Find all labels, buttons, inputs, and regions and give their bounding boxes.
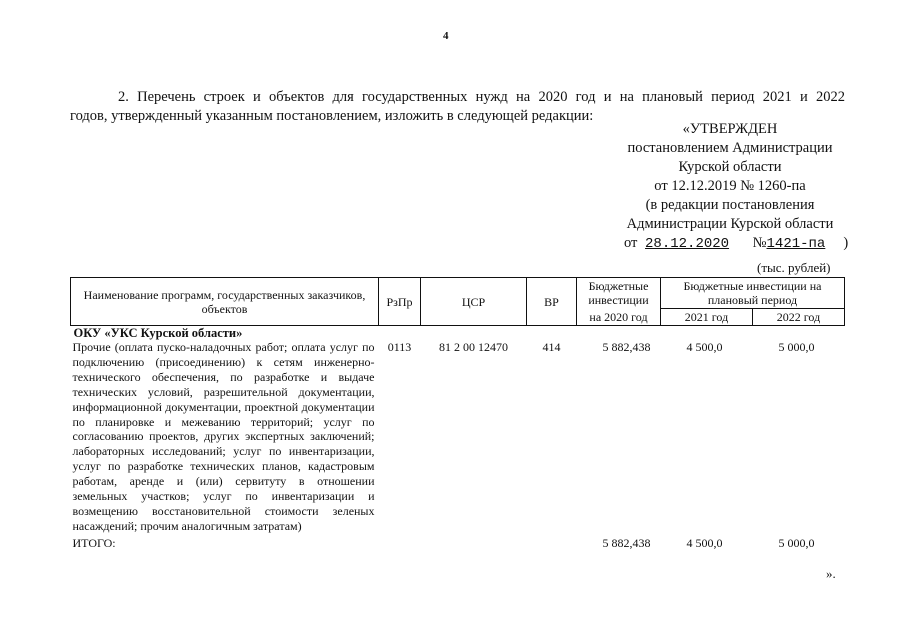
approval-date-line <box>600 234 860 254</box>
approval-line-5: (в редакции постановления <box>645 197 815 213</box>
header-year-2022: 2022 год <box>753 309 845 326</box>
approval-date: 28.12.2020 <box>645 236 730 252</box>
approval-line-2: постановлением Администрации <box>627 140 833 156</box>
approval-from-label: от <box>624 235 638 251</box>
page-number: 4 <box>443 30 449 42</box>
intro-line-1: 2. Перечень строек и объектов для государственных нужд на 2020 год и на плановый период 2021 и 2022 <box>118 89 845 105</box>
row-2020: 5 882,438 <box>602 340 651 354</box>
header-rzpr: РзПр <box>379 278 421 326</box>
total-2020: 5 882,438 <box>602 535 651 550</box>
row-2021: 4 500,0 <box>686 340 723 354</box>
header-planned: Бюджетные инвестиции на плановый период <box>661 278 845 309</box>
header-investments: Бюджетные инвестиции <box>577 278 661 309</box>
row-rzpr: 0113 <box>387 340 412 354</box>
row-2022: 5 000,0 <box>778 340 815 354</box>
organization-name: ОКУ «УКС Курской области» <box>73 326 243 340</box>
row-csr: 81 2 00 12470 <box>439 340 508 354</box>
header-csr: ЦСР <box>421 278 527 326</box>
approval-number-sign: № <box>752 235 767 251</box>
row-description: Прочие (оплата пуско-наладочных работ; оплата услуг по подключению (присоединению) к сетям инженерно-технического обеспечения, по разработке и выдаче технических условий, разрешительной документации, информационной документации, проектной документации по планировке и межеванию территорий; услуг по согласованию проектов, других экспертных заключений; лабораторных исследований; услуг по инвентаризации, услуг по разработке технических планов, кадастровым работам, аренде и (или) сервитуту в отношении земельных участков; услуг по инвентаризации и возмещению восстановительной стоимости зеленых насаждений; прочим аналогичным затратам) <box>72 340 375 533</box>
row-vr: 414 <box>542 340 561 354</box>
approval-block <box>600 120 860 254</box>
total-label: ИТОГО: <box>72 535 116 550</box>
intro-line-2: годов, утвержденный указанным постановлением, изложить в следующей редакции: <box>70 108 594 124</box>
total-2022: 5 000,0 <box>778 535 815 550</box>
approval-close-paren: ) <box>843 235 849 251</box>
approval-line-1: «УТВЕРЖДЕН <box>682 121 778 137</box>
units-label: (тыс. рублей) <box>757 260 831 275</box>
investment-table <box>70 277 845 551</box>
approval-line-4: от 12.12.2019 № 1260-па <box>654 178 806 194</box>
approval-line-6: Администрации Курской области <box>626 216 834 232</box>
table-row <box>71 340 845 534</box>
closing-quote: ». <box>826 566 836 581</box>
header-vr: ВР <box>527 278 577 326</box>
total-row <box>71 534 845 551</box>
approval-line-3: Курской области <box>678 159 782 175</box>
approval-number: 1421-па <box>766 236 826 252</box>
header-year-2020: на 2020 год <box>577 309 661 326</box>
header-name: Наименование программ, государственных заказчиков, объектов <box>71 278 379 326</box>
header-year-2021: 2021 год <box>661 309 753 326</box>
total-2021: 4 500,0 <box>686 535 723 550</box>
